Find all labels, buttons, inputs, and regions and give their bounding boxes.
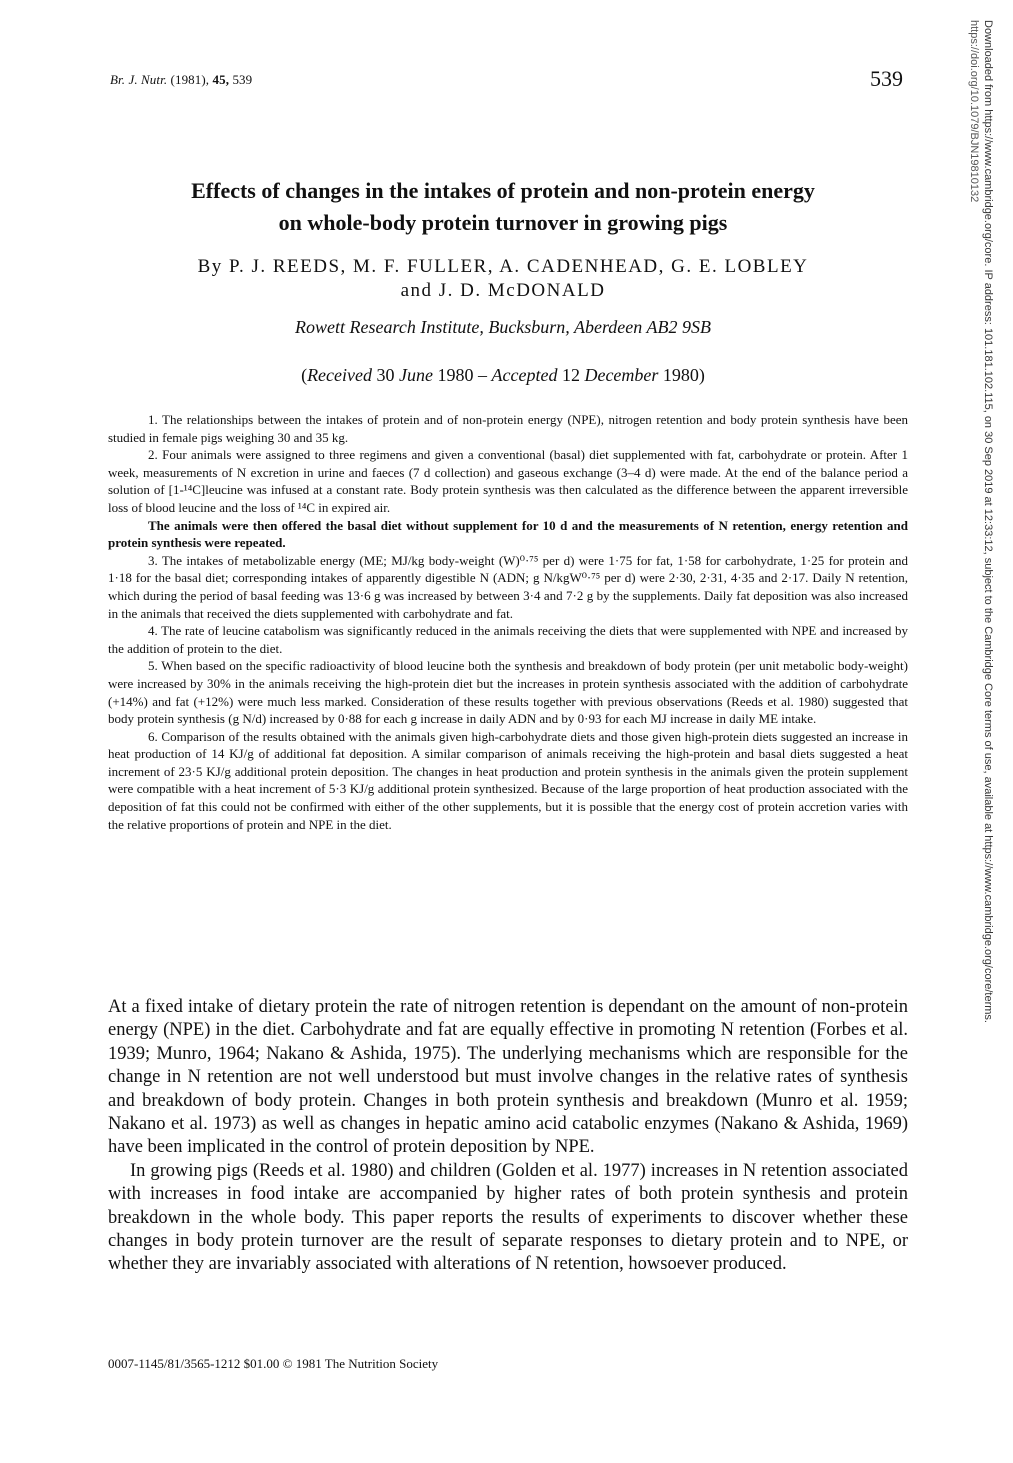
abstract-paragraph-5: 4. The rate of leucine catabolism was significantly reduced in the animals receiving the diets that were supplemented with NPE and increased by the addition of protein to the diet. (108, 623, 908, 656)
author-list (110, 255, 896, 303)
abstract-paragraph-7: 6. Comparison of the results obtained with the animals given high-carbohydrate diets and those given high-protein diets suggested an increase in heat production of 14 KJ/g of additional fat deposition. A similar comparison of animals receiving the high-protein and basal diets suggested a heat increment of 23·5 KJ/g additional protein deposition. The changes in heat production and protein synthesis in the animals given the protein supplement were compatible with a heat increment of 5·3 KJ/g additional protein synthesized. Because of the large proportion of heat production associated with the deposition of fat this could not be confirmed with either of the other supplements, but it is possible that the energy cost of protein accretion varies with the relative proportions of protein and NPE in the diet. (108, 728, 908, 832)
doi-link[interactable]: https://doi.org/10.1079/BJN19810132 (968, 20, 980, 203)
journal-page-ref: 539 (232, 72, 253, 87)
journal-volume: 45, (212, 72, 230, 87)
copyright-footer: 0007-1145/81/3565-1212 $01.00 © 1981 The Nutrition Society (108, 1356, 439, 1371)
title-line-2: on whole-body protein turnover in growing pigs (278, 210, 728, 235)
journal-name: Br. J. Nutr. (110, 72, 168, 87)
download-notice[interactable]: Downloaded from https://www.cambridge.org/core. IP address: 101.181.102.115, on 30 Sep 2019 at 12:33:12, subject to the Cambridge Core terms of use, available at https://www.cambridge.org/core/terms. (982, 20, 994, 1023)
accepted-day: 12 (561, 365, 580, 385)
abstract-paragraph-4: 3. The intakes of metabolizable energy (ME; MJ/kg body-weight (W)⁰·⁷⁵ per d) were 1·75 for fat, 1·58 for carbohydrate, 1·25 for protein and 1·18 for the basal diet; corresponding intakes of apparently digestible N (ADN; g N/kgW⁰·⁷⁵ per d) were 2·30, 2·31, 4·35 and 2·17. Daily N retention, which during the period of basal feeding was 13·6 g was increased by between 3·4 and 7·2 g by the supplements. Daily fat deposition was also increased in the animals that received the diets supplemented with carbohydrate and fat. (108, 552, 908, 621)
body-paragraph-2: In growing pigs (Reeds et al. 1980) and children (Golden et al. 1977) increases in N retention associated with increases in food intake are accompanied by higher rates of both protein synthesis and protein breakdown in the whole body. This paper reports the results of experiments to discover whether these changes in body protein turnover are the result of separate responses to dietary protein and to NPE, or whether they are invariably associated with alterations of N retention, howsoever produced. (108, 1160, 908, 1275)
abstract-paragraph-1: 1. The relationships between the intakes of protein and of non-protein energy (NPE), nitrogen retention and body protein synthesis have been studied in female pigs weighing 30 and 35 kg. (108, 412, 908, 445)
authors-line-2: and J. D. McDONALD (400, 280, 606, 301)
authors-line-1: By P. J. REEDS, M. F. FULLER, A. CADENHEAD, G. E. LOBLEY (197, 256, 809, 277)
accepted-label: Accepted (491, 365, 558, 385)
article-title (110, 175, 896, 239)
journal-reference (110, 72, 252, 88)
received-year: 1980 – (437, 365, 487, 385)
abstract-paragraph-2: 2. Four animals were assigned to three regimens and given a conventional (basal) diet supplemented with fat, carbohydrate or protein. After 1 week, measurements of N excretion in urine and faeces (7 d collection) and gaseous exchange (3–4 d) were made. At the end of the balance period a solution of [1-¹⁴C]leucine was infused at a constant rate. Body protein synthesis was then calculated as the difference between the apparent irreversible loss of blood leucine and the loss of ¹⁴C in expired air. (108, 447, 908, 515)
abstract-paragraph-3: The animals were then offered the basal diet without supplement for 10 d and the measurements of N retention, energy retention and protein synthesis were repeated. (108, 517, 908, 551)
body-text (108, 996, 908, 1277)
page-number: 539 (870, 66, 903, 91)
download-banner (967, 20, 995, 1023)
received-month: June (399, 365, 433, 385)
affiliation: Rowett Research Institute, Bucksburn, Aberdeen AB2 9SB (295, 317, 711, 337)
received-dates: (Received 30 June 1980 – Accepted 12 December 1980) (301, 365, 705, 385)
abstract-paragraph-6: 5. When based on the specific radioactivity of blood leucine both the synthesis and breakdown of body protein (per unit metabolic body-weight) were increased by 30% in the animals receiving the high-protein diet but the increases in protein synthesis associated with the addition of carbohydrate (+14%) and fat (+12%) were much less marked. Consideration of these results together with previous observations (Reeds et al. 1980) suggested that body protein synthesis (g N/d) increased by 0·88 for each g increase in daily ADN and by 0·93 for each MJ increase in daily ME intake. (108, 658, 908, 727)
abstract (108, 411, 908, 833)
journal-year: (1981), (170, 72, 210, 87)
body-paragraph-1: At a fixed intake of dietary protein the rate of nitrogen retention is dependant on the amount of non-protein energy (NPE) in the diet. Carbohydrate and fat are equally effective in promoting N retention (Forbes et al. 1939; Munro, 1964; Nakano & Ashida, 1975). The underlying mechanisms which are responsible for the change in N retention are not well understood but must involve changes in the relative rates of synthesis and breakdown of body protein. Changes in both protein synthesis and breakdown (Munro et al. 1959; Nakano et al. 1973) as well as changes in hepatic amino acid catabolic enzymes (Nakano & Ashida, 1969) have been implicated in the control of protein deposition by NPE. (108, 997, 908, 1158)
accepted-month: December (584, 365, 659, 385)
received-label: Received (307, 365, 373, 385)
accepted-year: 1980 (662, 365, 699, 385)
title-line-1: Effects of changes in the intakes of protein and non-protein energy (191, 178, 815, 203)
received-day: 30 (376, 365, 395, 385)
